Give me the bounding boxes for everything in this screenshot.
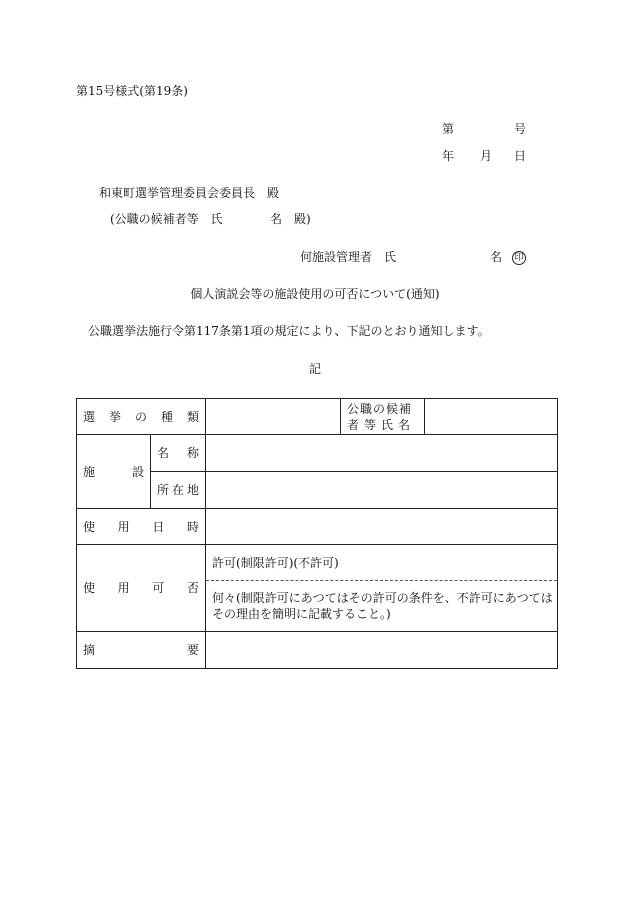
- usage-form-table: [76, 398, 558, 669]
- candidate-name-value[interactable]: [425, 399, 558, 435]
- sender-label: 何施設管理者 氏: [300, 250, 397, 264]
- candidate-name-label: 公職の候補 者等氏名: [341, 399, 425, 435]
- doc-number-prefix: 第: [442, 122, 455, 136]
- permission-note: 何々(制限許可にあつてはその許可の条件を、不許可にあつては その理由を簡明に記載すること。): [212, 591, 553, 621]
- usage-datetime-label: 使 用 日 時: [77, 509, 206, 545]
- facility-label: 施 設: [77, 435, 151, 509]
- intro-text: 公職選挙法施行令第117条第1項の規定により、下記のとおり通知します。: [88, 324, 490, 338]
- form-number: 第15号様式(第19条): [76, 84, 188, 98]
- date-day: 日: [514, 149, 527, 163]
- date-month: 月: [480, 149, 493, 163]
- addressee: 和東町選挙管理委員会委員長 殿: [99, 186, 280, 200]
- facility-name-value[interactable]: [206, 435, 558, 472]
- remarks-label: 摘 要: [77, 632, 206, 669]
- facility-name-label: 名 称: [151, 435, 206, 472]
- facility-location-label: 所 在 地: [151, 472, 206, 509]
- permission-options[interactable]: 許可(制限許可)(不許可): [206, 545, 557, 581]
- usage-permission-value: [206, 545, 558, 632]
- cc-label: (公職の候補者等 氏: [110, 212, 223, 226]
- date-year: 年: [442, 149, 455, 163]
- notice-title: 個人演説会等の施設使用の可否について(通知): [190, 287, 440, 301]
- election-type-value[interactable]: [206, 399, 341, 435]
- facility-location-value[interactable]: [206, 472, 558, 509]
- remarks-value[interactable]: [206, 632, 558, 669]
- cc-name-suffix: 名 殿): [270, 212, 311, 226]
- doc-number-suffix: 号: [514, 122, 527, 136]
- usage-permission-label: 使 用 可 否: [77, 545, 206, 632]
- usage-datetime-value[interactable]: [206, 509, 558, 545]
- election-type-label: 選 挙 の 種 類: [77, 399, 206, 435]
- ki-heading: 記: [308, 362, 321, 376]
- sender-name-suffix: 名: [490, 250, 503, 264]
- seal-icon: 印: [512, 250, 526, 265]
